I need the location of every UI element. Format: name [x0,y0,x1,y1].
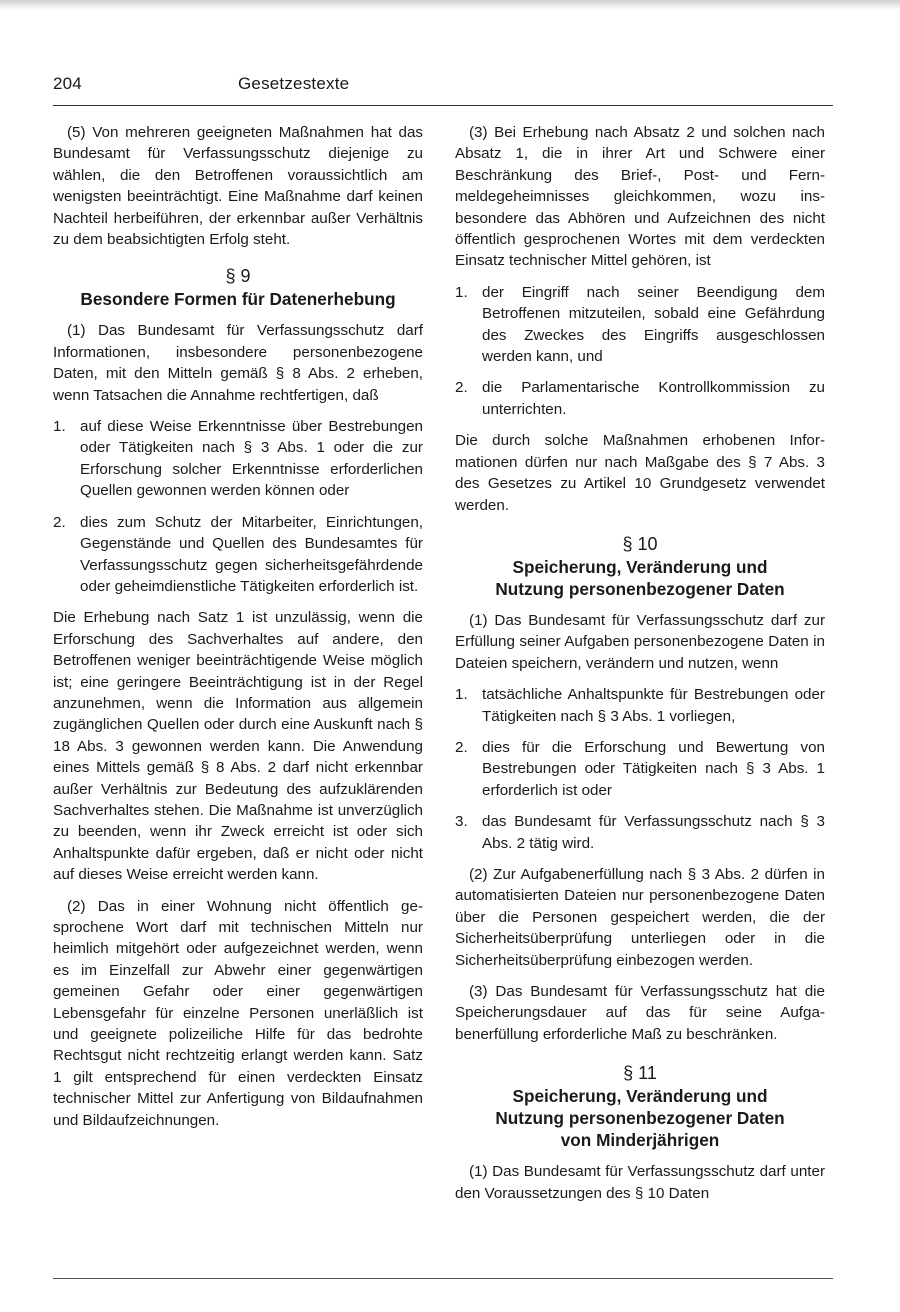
section-10-title-line-1: Speicherung, Veränderung und [512,556,768,577]
section-11-title-line-2: Nutzung personenbezogener Daten [495,1108,785,1129]
section-9-1-list [53,416,423,597]
paragraph-9-3: (3) Bei Erhebung nach Absatz 2 und solchen nach Absatz 1, die in ihrer Art und Schwere einer Beschränkung des Brief-, Post- und Fernmeldegeheimnisses gleichkommen, wozu insbesondere das Abhören und Aufzeichnen des nicht öffentlich gesprochenen Wortes mit dem verdeckten Einsatz technischer Mittel gehören, ist [455,124,825,270]
section-10-title [455,556,825,600]
list-item [53,512,423,598]
section-9-3-list [455,282,825,420]
paragraph-10-2: (2) Zur Aufgabenerfüllung nach § 3 Abs. 2 dürfen in automatisierten Dateien nur personenbezogene Daten über die Personen gespeichert werden, die der Sicherheitsüberprüfung unterliegen oder in die Sicherheitsüberprüfung einbezogen werden. [455,865,825,969]
paragraph-9-3-continuation: Die durch solche Maßnahmen erhobenen Informationen dürfen nur nach Maßgabe des § 7 Abs. 3 des Gesetzes zu Artikel 10 Grundgesetz verwendet werden. [455,432,825,514]
section-11-title [455,1085,825,1151]
list-item-text: dies zum Schutz der Mitarbeiter, Einrichtungen, Gegenstände und Quellen des Bundesamtes für Verfassungsschutz gegen sicherheitsgefährdende oder geheimdienstliche Tätigkeiten erforderlich ist. [80,513,423,595]
list-item-number: 2. [455,738,468,756]
section-9-title: Besondere Formen für Datenerhebung [80,289,396,310]
list-item-text: tatsächliche Anhaltspunkte für Bestrebungen oder Tätigkeiten nach § 3 Abs. 1 vorliegen, [482,686,825,725]
running-header [53,74,833,98]
section-10-title-line-2: Nutzung personenbezogener Daten [495,578,785,599]
section-11-title-line-1: Speicherung, Veränderung und [512,1086,768,1107]
section-10-1-list [455,684,825,854]
section-11-number: § 11 [623,1063,657,1084]
list-item-number: 2. [455,379,468,397]
list-item [455,684,825,727]
list-item-text: die Parlamentarische Kontrollkommission zu unterrichten. [482,379,825,418]
paragraph-9-2: (2) Das in einer Wohnung nicht öffentlich gesprochene Wort darf mit technischen Mitteln nur heimlich mitgehört oder aufgezeichnet werden, wenn es im Einzelfall zur Abwehr einer gegenwärtigen gemeinen Gefahr oder einer gegenwärtigen Lebensgefahr für einzelne Personen unerläßlich ist und geeignete polizeiliche Hilfe für das bedrohte Rechtsgut nicht rechtzeitig erlangt werden kann. Satz 1 gilt entsprechend für einen verdeckten Einsatz technischer Mittel zur Anfertigung von Bildaufnahmen und Bildaufzeichnungen. [53,897,423,1129]
section-9-number: § 9 [225,266,251,287]
paragraph-8-5: (5) Von mehreren geeigneten Maßnahmen hat das Bundesamt für Verfassungsschutz diejenige zu wählen, die den Betroffenen voraussichtlich am wenigsten beeinträchtigt. Eine Maßnahme darf keinen Nachteil herbeiführen, der erkennbar außer Verhältnis zu dem beabsichtigten Erfolg steht. [53,124,423,249]
paragraph-9-1: (1) Das Bundesamt für Verfassungsschutz darf Informationen, insbesondere personenbezogene Daten, mit den Mitteln gemäß § 8 Abs. 2 erheben, wenn Tatsachen die Annahme rechtfertigen, daß [53,322,423,404]
list-item-text: das Bundesamt für Verfassungsschutz nach § 3 Abs. 2 tätig wird. [482,813,825,852]
list-item-number: 1. [53,418,66,436]
list-item-text: dies für die Erforschung und Bewertung von Bestrebungen oder Tätigkeiten nach § 3 Abs. 1 erforderlich ist oder [482,738,825,799]
list-item [455,737,825,801]
left-column [53,122,423,1141]
list-item-number: 2. [53,513,66,531]
paragraph-11-1: (1) Das Bundesamt für Verfassungsschutz darf unter den Voraussetzungen des § 10 Daten [455,1163,825,1202]
section-11-title-line-3: von Minderjährigen [560,1130,720,1151]
list-item-number: 1. [455,283,468,301]
list-item-number: 3. [455,813,468,831]
list-item [53,416,423,502]
scan-top-shadow [0,0,900,10]
list-item-text: der Eingriff nach seiner Beendigung dem Betroffenen mitzuteilen, sobald eine Gefährdung des Zweckes des Eingriffs ausgeschlossen werden kann, und [482,283,825,366]
footer-rule [53,1278,833,1279]
paragraph-10-1: (1) Das Bundesamt für Verfassungsschutz darf zur Erfüllung seiner Aufgaben personenbezogene Daten in Dateien speichern, verändern und nutzen, wenn [455,611,825,672]
section-10-number: § 10 [622,533,658,554]
paragraph-9-1-continuation: Die Erhebung nach Satz 1 ist unzulässig, wenn die Erforschung des Sachverhaltes auf andere, den Betroffenen weniger beeinträchtigende Weise möglich ist; eine geringere Beeinträchtigung ist in der Regel anzunehmen, wenn die Information aus allgemein zugänglichen Quellen oder durch eine Auskunft nach § 18 Abs. 3 gewonnen werden kann. Die Anwendung eines Mittels gemäß § 8 Abs. 2 darf nicht erkennbar außer Verhältnis zur Bedeutung des aufzuklärenden Sachverhaltes stehen. Die Maßnahme ist unverzüglich zu beenden, wenn ihr Zweck erreicht ist oder sich Anhaltspunkte dafür ergeben, daß er nicht oder nicht auf dieses Weise erreicht werden kann. [53,609,423,884]
running-title: Gesetzestexte [238,74,350,93]
header-rule [53,105,833,106]
list-item [455,282,825,368]
list-item-number: 1. [455,686,468,704]
list-item-text: auf diese Weise Erkenntnisse über Bestrebungen oder Tätigkeiten nach § 3 Abs. 1 oder die zur Erforschung solcher Erkenntnisse erforderlichen Quellen gewonnen werden können oder [80,418,423,500]
right-column [455,122,825,1214]
paragraph-10-3: (3) Das Bundesamt für Verfassungsschutz hat die Speicherungsdauer auf das für seine Aufgabenerfüllung erforderliche Maß zu beschränken. [455,983,825,1043]
list-item [455,377,825,420]
list-item [455,811,825,854]
page-number: 204 [53,74,82,93]
